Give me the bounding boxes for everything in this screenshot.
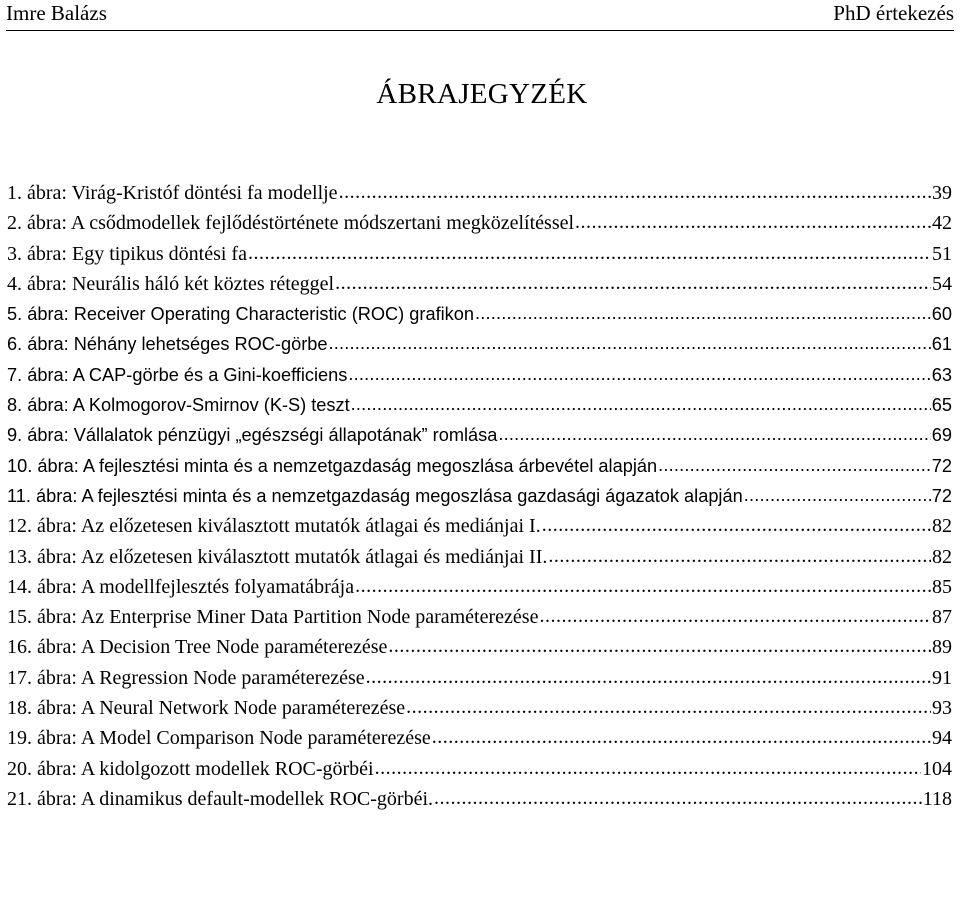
- toc-entry-label: 19. ábra: A Model Comparison Node paraméterezése: [7, 727, 431, 750]
- toc-entry-label: 18. ábra: A Neural Network Node paraméterezése: [7, 697, 406, 720]
- dot-leader: [548, 541, 931, 571]
- header-doc-type: PhD értekezés: [833, 1, 954, 25]
- toc-entry[interactable]: [7, 784, 952, 814]
- dot-leader: [539, 601, 931, 631]
- dot-leader: [366, 662, 931, 692]
- toc-entry-label: 1. ábra: Virág-Kristóf döntési fa modellje: [7, 182, 338, 204]
- toc-entry-label: 15. ábra: Az Enterprise Miner Data Partition Node paraméterezése: [7, 606, 539, 629]
- toc-entry[interactable]: [7, 208, 952, 238]
- toc-entry[interactable]: [7, 360, 952, 390]
- toc-entry-label: 4. ábra: Neurális háló két köztes réteggel: [7, 272, 335, 295]
- toc-entry-page-number: 93: [932, 697, 952, 720]
- running-header: [6, 0, 954, 31]
- toc-entry-page-number: 69: [931, 425, 952, 446]
- toc-entry-page-number: 63: [931, 364, 952, 385]
- toc-entry-label: 11. ábra: A fejlesztési minta és a nemzetgazdaság megoszlása gazdasági ágazatok alapján: [7, 485, 743, 506]
- toc-entry[interactable]: [7, 511, 952, 541]
- toc-entry-page-number: 104: [922, 757, 952, 780]
- toc-entry-page-number: 61: [931, 334, 952, 355]
- dot-leader: [375, 753, 921, 783]
- toc-entry-page-number: 39: [932, 182, 952, 204]
- toc-entry[interactable]: [7, 451, 952, 481]
- figure-list: [7, 178, 952, 814]
- toc-entry[interactable]: [7, 754, 952, 784]
- toc-entry[interactable]: [7, 178, 952, 208]
- toc-entry[interactable]: [7, 239, 952, 269]
- toc-entry-page-number: 91: [932, 666, 952, 689]
- toc-entry-label: 5. ábra: Receiver Operating Characteristic (ROC) grafikon: [7, 304, 474, 325]
- header-author: Imre Balázs: [6, 1, 107, 25]
- toc-entry[interactable]: [7, 329, 952, 359]
- dot-leader: [388, 631, 931, 661]
- toc-entry[interactable]: [7, 542, 952, 572]
- dot-leader: [542, 510, 931, 540]
- toc-entry[interactable]: [7, 269, 952, 299]
- toc-entry-label: 17. ábra: A Regression Node paraméterezése: [7, 666, 365, 689]
- toc-entry-page-number: 82: [932, 545, 952, 568]
- toc-entry-page-number: 60: [931, 304, 952, 325]
- dot-leader: [248, 238, 931, 268]
- dot-leader: [406, 692, 931, 722]
- toc-entry-label: 3. ábra: Egy tipikus döntési fa: [7, 242, 247, 265]
- toc-entry[interactable]: [7, 420, 952, 450]
- toc-entry-label: 9. ábra: Vállalatok pénzügyi „egészségi állapotának” romlása: [7, 425, 498, 446]
- dot-leader: [744, 480, 931, 510]
- toc-entry[interactable]: [7, 572, 952, 602]
- toc-entry-page-number: 87: [932, 606, 952, 629]
- toc-entry-label: 2. ábra: A csődmodellek fejlődéstörténete módszertani megközelítéssel: [7, 212, 575, 235]
- dot-leader: [328, 328, 930, 358]
- toc-entry-page-number: 94: [932, 727, 952, 750]
- toc-entry-page-number: 72: [931, 485, 952, 506]
- toc-entry-label: 10. ábra: A fejlesztési minta és a nemzetgazdaság megoszlása árbevétel alapján: [7, 455, 658, 476]
- dot-leader: [335, 268, 931, 298]
- toc-entry-label: 6. ábra: Néhány lehetséges ROC-görbe: [7, 334, 328, 355]
- toc-entry[interactable]: [7, 299, 952, 329]
- toc-entry-page-number: 65: [931, 395, 952, 416]
- toc-entry-page-number: 72: [931, 455, 952, 476]
- page-title: ÁBRAJEGYZÉK: [376, 78, 588, 110]
- toc-entry[interactable]: [7, 481, 952, 511]
- toc-entry-label: 7. ábra: A CAP-görbe és a Gini-koefficiens: [7, 364, 348, 385]
- toc-entry-page-number: 85: [932, 575, 952, 598]
- dot-leader: [348, 359, 930, 389]
- toc-entry-page-number: 42: [932, 212, 952, 235]
- toc-entry-label: 16. ábra: A Decision Tree Node paraméterezése: [7, 636, 388, 659]
- toc-entry[interactable]: [7, 632, 952, 662]
- toc-entry[interactable]: [7, 693, 952, 723]
- toc-entry-page-number: 89: [932, 636, 952, 659]
- toc-entry-label: 20. ábra: A kidolgozott modellek ROC-görbéi: [7, 757, 374, 780]
- toc-entry-page-number: 82: [932, 515, 952, 538]
- dot-leader: [355, 571, 931, 601]
- toc-entry[interactable]: [7, 723, 952, 753]
- toc-entry-page-number: 51: [932, 242, 952, 265]
- dot-leader: [351, 389, 931, 419]
- toc-entry[interactable]: [7, 602, 952, 632]
- toc-entry-label: 13. ábra: Az előzetesen kiválasztott mutatók átlagai és mediánjai II.: [7, 545, 548, 568]
- toc-entry-label: 21. ábra: A dinamikus default-modellek ROC-görbéi.: [7, 787, 434, 810]
- toc-entry-label: 8. ábra: A Kolmogorov-Smirnov (K-S) teszt: [7, 395, 350, 416]
- dot-leader: [432, 722, 931, 752]
- dot-leader: [434, 783, 922, 813]
- dot-leader: [658, 450, 931, 480]
- toc-entry[interactable]: [7, 663, 952, 693]
- dot-leader: [475, 298, 931, 328]
- toc-entry-page-number: 54: [932, 272, 952, 295]
- toc-entry-label: 14. ábra: A modellfejlesztés folyamatábrája: [7, 575, 355, 598]
- dot-leader: [339, 177, 931, 207]
- toc-entry[interactable]: [7, 390, 952, 420]
- dot-leader: [498, 419, 930, 449]
- toc-entry-page-number: 118: [922, 787, 952, 810]
- toc-entry-label: 12. ábra: Az előzetesen kiválasztott mutatók átlagai és mediánjai I.: [7, 515, 541, 538]
- dot-leader: [575, 207, 931, 237]
